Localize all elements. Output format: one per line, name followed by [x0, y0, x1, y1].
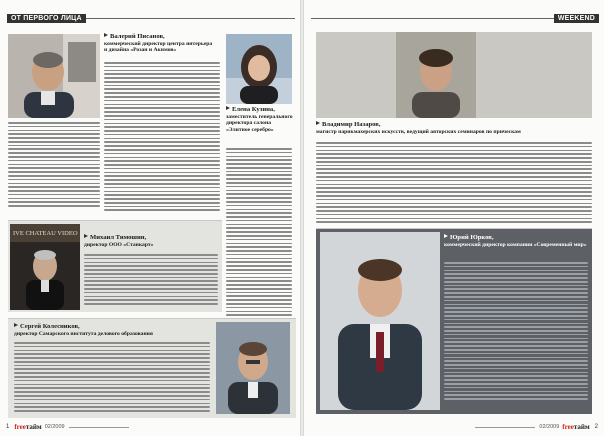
page-number: 1: [6, 424, 10, 430]
person-role: заместитель генерального директора салона «Элитное серебро»: [226, 113, 293, 133]
photo-nazarov: [316, 32, 592, 118]
page-number: 2: [594, 424, 598, 430]
person-role: коммерческий директор центра интерьера и дизайна «Розан и Акимов»: [104, 40, 213, 54]
person-name: Валерий Писанов,: [104, 33, 216, 41]
photo-pisanov: [8, 34, 100, 118]
person-role: магистр парикмахерских искусств, ведущий авторских семинаров по прическам: [316, 128, 521, 135]
nazarov-caption: [316, 121, 556, 135]
person-name: Владимир Назаров,: [316, 121, 556, 129]
yurkov-text: [444, 262, 588, 402]
left-header: [7, 13, 295, 24]
person-name: Елена Кузина,: [226, 106, 294, 114]
right-page: [304, 0, 604, 436]
footer-rule: [69, 427, 129, 428]
person-name: Юрий Юрков,: [444, 234, 588, 242]
right-header: [311, 13, 599, 24]
issue-number: 02/2009: [539, 424, 560, 430]
section-label: WEEKEND: [554, 14, 599, 23]
person-name: Сергей Колесников,: [14, 323, 204, 331]
kuzina-text: [226, 148, 292, 318]
left-footer: [4, 422, 133, 432]
photo-kolesnikov: [216, 322, 290, 414]
triangle-bullet-icon: [14, 323, 18, 327]
person-role: директор Самарского института делового образования: [14, 330, 153, 337]
photo-kuzina: [226, 34, 292, 104]
person-name: Михаил Тимошин,: [84, 234, 220, 242]
issue-number: 02/2009: [44, 424, 65, 430]
triangle-bullet-icon: [316, 121, 320, 125]
triangle-bullet-icon: [104, 33, 108, 37]
kolesnikov-caption: [14, 323, 204, 337]
header-rule: [86, 18, 295, 19]
person-role: директор ООО «Станкарт»: [84, 241, 154, 248]
brand-logo: freeтайм: [14, 423, 42, 431]
pisanov-text-col2: [8, 122, 100, 209]
left-page: [0, 0, 300, 436]
photo-timoshin: [10, 224, 80, 310]
header-rule: [311, 18, 554, 19]
timoshin-caption: [84, 234, 220, 248]
kuzina-caption: [226, 106, 294, 133]
kolesnikov-text: [14, 342, 210, 414]
nazarov-text: [316, 142, 592, 225]
brand-logo: freeтайм: [562, 423, 590, 431]
photo-yurkov: [320, 232, 440, 410]
pisanov-caption: [104, 33, 216, 54]
section-label: ОТ ПЕРВОГО ЛИЦА: [7, 14, 86, 23]
cafe-sign-text: IVE CHATEAU VIDEO: [13, 230, 78, 237]
right-footer: [471, 422, 600, 432]
yurkov-caption: [444, 234, 588, 248]
pisanov-text: [104, 62, 220, 213]
triangle-bullet-icon: [226, 106, 230, 110]
footer-rule: [475, 427, 535, 428]
triangle-bullet-icon: [444, 234, 448, 238]
person-role: коммерческий директор компании «Современный мир»: [444, 241, 587, 248]
triangle-bullet-icon: [84, 234, 88, 238]
timoshin-text: [84, 254, 218, 307]
